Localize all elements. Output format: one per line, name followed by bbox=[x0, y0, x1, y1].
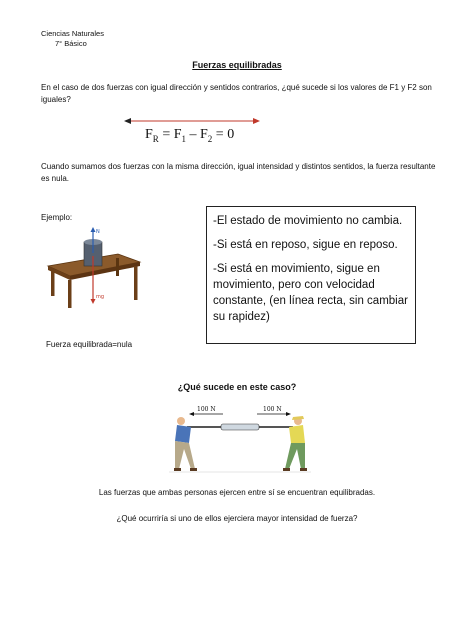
dynamometer bbox=[221, 424, 259, 430]
right-person-shirt bbox=[289, 425, 305, 443]
summary-line: -Si está en reposo, sigue en reposo. bbox=[213, 239, 398, 251]
formula-result: = 0 bbox=[212, 127, 235, 142]
formula-fr: F bbox=[145, 127, 153, 142]
statement-paragraph: Cuando sumamos dos fuerzas con la misma dirección, igual intensidad y distintos sentidos, la fuerza resultante es nula. bbox=[41, 162, 436, 183]
right-person-shoe bbox=[300, 468, 307, 471]
table-leg bbox=[134, 266, 138, 300]
section-heading: ¿Qué sucede en este caso? bbox=[177, 382, 297, 392]
figure-caption: Fuerza equilibrada=nula bbox=[46, 340, 133, 349]
formula bbox=[145, 127, 234, 144]
arrow-down-icon bbox=[91, 299, 96, 304]
table-leg bbox=[116, 258, 119, 276]
right-person-shoe bbox=[283, 468, 290, 471]
page-title: Fuerzas equilibradas bbox=[192, 60, 282, 70]
right-arrowhead-icon bbox=[253, 118, 260, 124]
conclusion-text: Las fuerzas que ambas personas ejercen entre sí se encuentran equilibradas. bbox=[98, 488, 376, 497]
formula-f1-sub: 1 bbox=[181, 133, 186, 144]
formula-fr-sub: R bbox=[152, 133, 159, 144]
left-person-shirt bbox=[175, 425, 191, 443]
left-person-head bbox=[177, 417, 185, 425]
left-person-pants bbox=[175, 441, 195, 469]
arrow-right-icon bbox=[286, 412, 291, 416]
right-person-hat bbox=[292, 416, 304, 420]
left-person-shoe bbox=[190, 468, 197, 471]
right-person-pants bbox=[285, 443, 305, 469]
intro-question: En el caso de dos fuerzas con igual dirección y sentidos contrarios, ¿qué sucede si los valores de F1 y F2 son iguales? bbox=[41, 83, 432, 104]
table-leg bbox=[68, 280, 72, 308]
left-force-label: 100 N bbox=[197, 406, 216, 413]
formula-f2-sub: 2 bbox=[207, 133, 213, 144]
table-with-object-illustration bbox=[42, 226, 142, 311]
summary-line: -El estado de movimiento no cambia. bbox=[213, 215, 403, 227]
example-label: Ejemplo: bbox=[41, 213, 73, 222]
summary-line: -Si está en movimiento, sigue en movimiento, pero con velocidad constante, (en línea recta, sin cambiar su rapidez) bbox=[213, 263, 408, 323]
header-grade: 7° Básico bbox=[55, 39, 87, 48]
left-person-shoe bbox=[174, 468, 181, 471]
arrow-up-icon bbox=[91, 227, 96, 232]
left-arrowhead-icon bbox=[124, 118, 131, 124]
table-leg bbox=[51, 270, 55, 296]
formula-eq: = F bbox=[158, 127, 182, 142]
header-subject: Ciencias Naturales bbox=[41, 29, 104, 38]
final-question: ¿Qué ocurriría si uno de ellos ejerciera mayor intensidad de fuerza? bbox=[116, 514, 358, 523]
formula-minus: – F bbox=[186, 127, 208, 142]
right-force-label: 100 N bbox=[263, 406, 282, 413]
arrow-left-icon bbox=[189, 412, 194, 416]
normal-force-label: N bbox=[96, 229, 100, 235]
weight-label: mg bbox=[96, 294, 105, 300]
tug-of-war-illustration bbox=[165, 403, 315, 475]
summary-box bbox=[206, 206, 416, 344]
